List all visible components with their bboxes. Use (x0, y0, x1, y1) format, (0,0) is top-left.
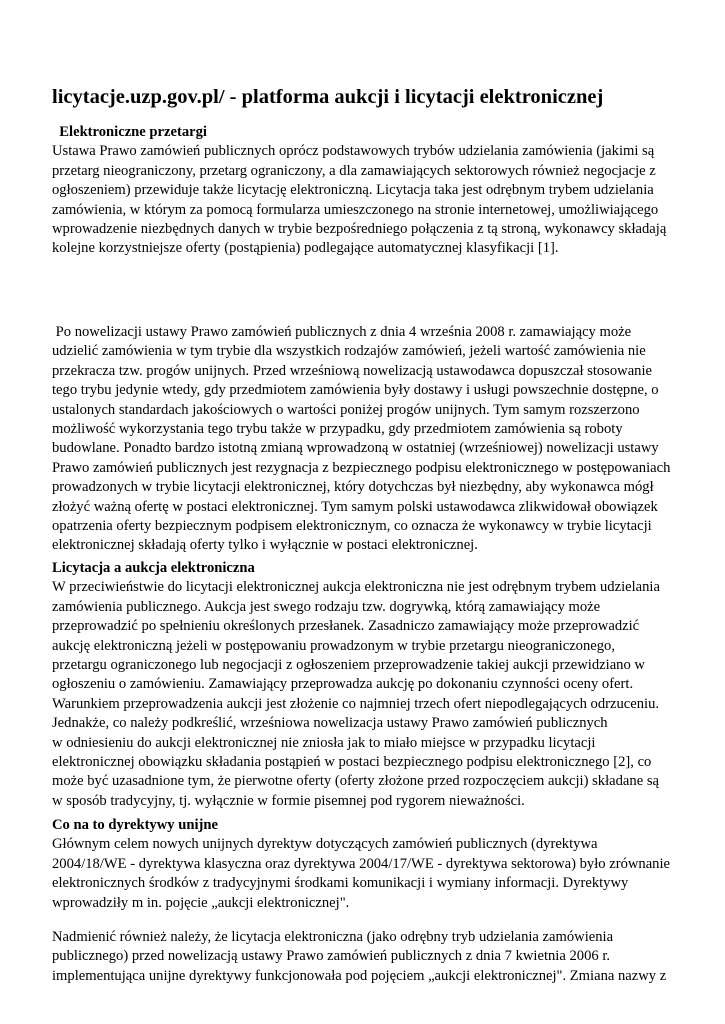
section-amendment (52, 323, 692, 556)
text-line: możliwość wykorzystania tego trybu także w przypadku, gdy przedmiotem zamówienia są roboty (52, 421, 623, 438)
text-line: kolejne korzystniejsze oferty (postąpienia) podlegające automatycznej klasyfikacji [1]. (52, 240, 559, 257)
section-heading: Co na to dyrektywy unijne (52, 817, 218, 833)
text-line: W przeciwieństwie do licytacji elektronicznej aukcja elektroniczna nie jest odrębnym trybem udzielania (52, 579, 660, 596)
section-electronic-tenders (52, 123, 692, 259)
page-title: licytacje.uzp.gov.pl/ - platforma aukcji i licytacji elektronicznej (52, 86, 604, 108)
text-line: tego trybu jedynie wtedy, gdy przedmiotem zamówienia były dostawy i usługi powszechnie dostępne, o (52, 382, 659, 399)
text-line: elektronicznej składają oferty tylko i wyłącznie w postaci elektronicznej. (52, 537, 478, 554)
section-note (52, 928, 692, 986)
text-line: budowlane. Ponadto bardzo istotną zmianą wprowadzoną w ostatniej (wrześniowej) nowelizacji ustawy (52, 440, 659, 457)
text-line: ogłoszeniu o zamówieniu. Zamawiający przeprowadza aukcję po dokonaniu czynności oceny ofert. (52, 676, 634, 693)
section-heading: Licytacja a aukcja elektroniczna (52, 560, 255, 576)
text-line: złożyć ważną ofertę w postaci elektronicznej. Tym samym polski ustawodawca zlikwidował obowiązek (52, 498, 658, 515)
text-line: opatrzenia oferty bezpiecznym podpisem elektronicznym, co oznacza że wykonawcy w trybie licytacji (52, 518, 652, 535)
text-line: może być uzasadnione tym, że pierwotne oferty (oferty złożone przed rozpoczęciem aukcji) składane są (52, 773, 659, 790)
text-line: Głównym celem nowych unijnych dyrektyw dotyczących zamówień publicznych (dyrektywa (52, 836, 598, 853)
text-line: przetargu ograniczonego lub negocjacji z ogłoszeniem przeprowadzenie takiej aukcji przewidziano w (52, 657, 645, 674)
text-line: Prawo zamówień publicznych jest rezygnacja z bezpiecznego podpisu elektronicznego w postępowaniach (52, 459, 671, 476)
text-line: Ustawa Prawo zamówień publicznych oprócz podstawowych trybów udzielania zamówienia (jakimi są (52, 143, 655, 160)
text-line: prowadzonych w trybie licytacji elektronicznej, który dotychczas był niezbędny, aby wykonawca mógł (52, 479, 654, 496)
text-line: implementująca unijne dyrektywy funkcjonowała pod pojęciem „aukcji elektronicznej". Zmiana nazwy z (52, 967, 667, 984)
text-line: przetarg nieograniczony, przetarg ograniczony, a dla zamawiających sektorowych również negocjacje z (52, 162, 656, 179)
text-line: elektronicznej obowiązku składania postąpień w postaci bezpiecznego podpisu elektronicznego [2], co (52, 754, 652, 771)
section-heading: Elektroniczne przetargi (52, 124, 207, 140)
text-line: aukcję elektroniczną jeżeli w postępowaniu prowadzonym w trybie przetargu nieograniczonego, (52, 637, 615, 654)
text-line: Jednakże, co należy podkreślić, wrześniowa nowelizacja ustawy Prawo zamówień publicznych (52, 715, 608, 732)
text-line: elektronicznych środków z tradycyjnymi środkami komunikacji i wymiany informacji. Dyrektywy (52, 875, 629, 892)
text-line: przeprowadzić po spełnieniu określonych przesłanek. Zasadniczo zamawiający może przeprowadzić (52, 618, 640, 635)
text-line: ogłoszeniem) przewiduje także licytację elektroniczną. Licytacja taka jest odrębnym trybem udzielania (52, 182, 654, 199)
text-line: zamówienia publicznego. Aukcja jest swego rodzaju tzw. dogrywką, którą zamawiający może (52, 598, 601, 615)
text-line: 2004/18/WE - dyrektywa klasyczna oraz dyrektywa 2004/17/WE - dyrektywa sektorowa) było zrównanie (52, 855, 671, 872)
text-line: Warunkiem przeprowadzenia aukcji jest złożenie co najmniej trzech ofert niepodlegających odrzuceniu. (52, 695, 660, 712)
text-line: w odniesieniu do aukcji elektronicznej nie zniosła jak to miało miejsce w przypadku licytacji (52, 734, 596, 751)
text-line: przekracza tzw. progów unijnych. Przed wrześniową nowelizacją ustawodawca dopuszczał stosowanie (52, 362, 652, 379)
section-eu-directives (52, 816, 692, 913)
text-line: wprowadzenie niezbędnych danych w trybie bezpośredniego połączenia z tą stroną, wykonawcy składają (52, 221, 667, 238)
text-line: Po nowelizacji ustawy Prawo zamówień publicznych z dnia 4 września 2008 r. zamawiający może (52, 324, 632, 340)
text-line: udzielić zamówienia w tym trybie dla wszystkich rodzajów zamówień, jeżeli wartość zamówienia nie (52, 343, 646, 360)
text-line: w sposób tradycyjny, tj. wyłącznie w formie pisemnej pod rygorem nieważności. (52, 792, 525, 809)
section-licytacja-vs-aukcja (52, 559, 692, 811)
text-line: ustalonych standardach jakościowych o wartości poniżej progów unijnych. Tym samym rozszerzono (52, 401, 640, 418)
text-line: zamówienia, w którym za pomocą formularza umieszczonego na stronie internetowej, umożliwiającego (52, 201, 659, 218)
text-line: wprowadziły m in. pojęcie „aukcji elektronicznej". (52, 894, 350, 911)
text-line: Nadmienić również należy, że licytacja elektroniczna (jako odrębny tryb udzielania zamówienia (52, 929, 614, 945)
text-line: publicznego) przed nowelizacją ustawy Prawo zamówień publicznych z dnia 7 kwietnia 2006 r. (52, 948, 611, 965)
